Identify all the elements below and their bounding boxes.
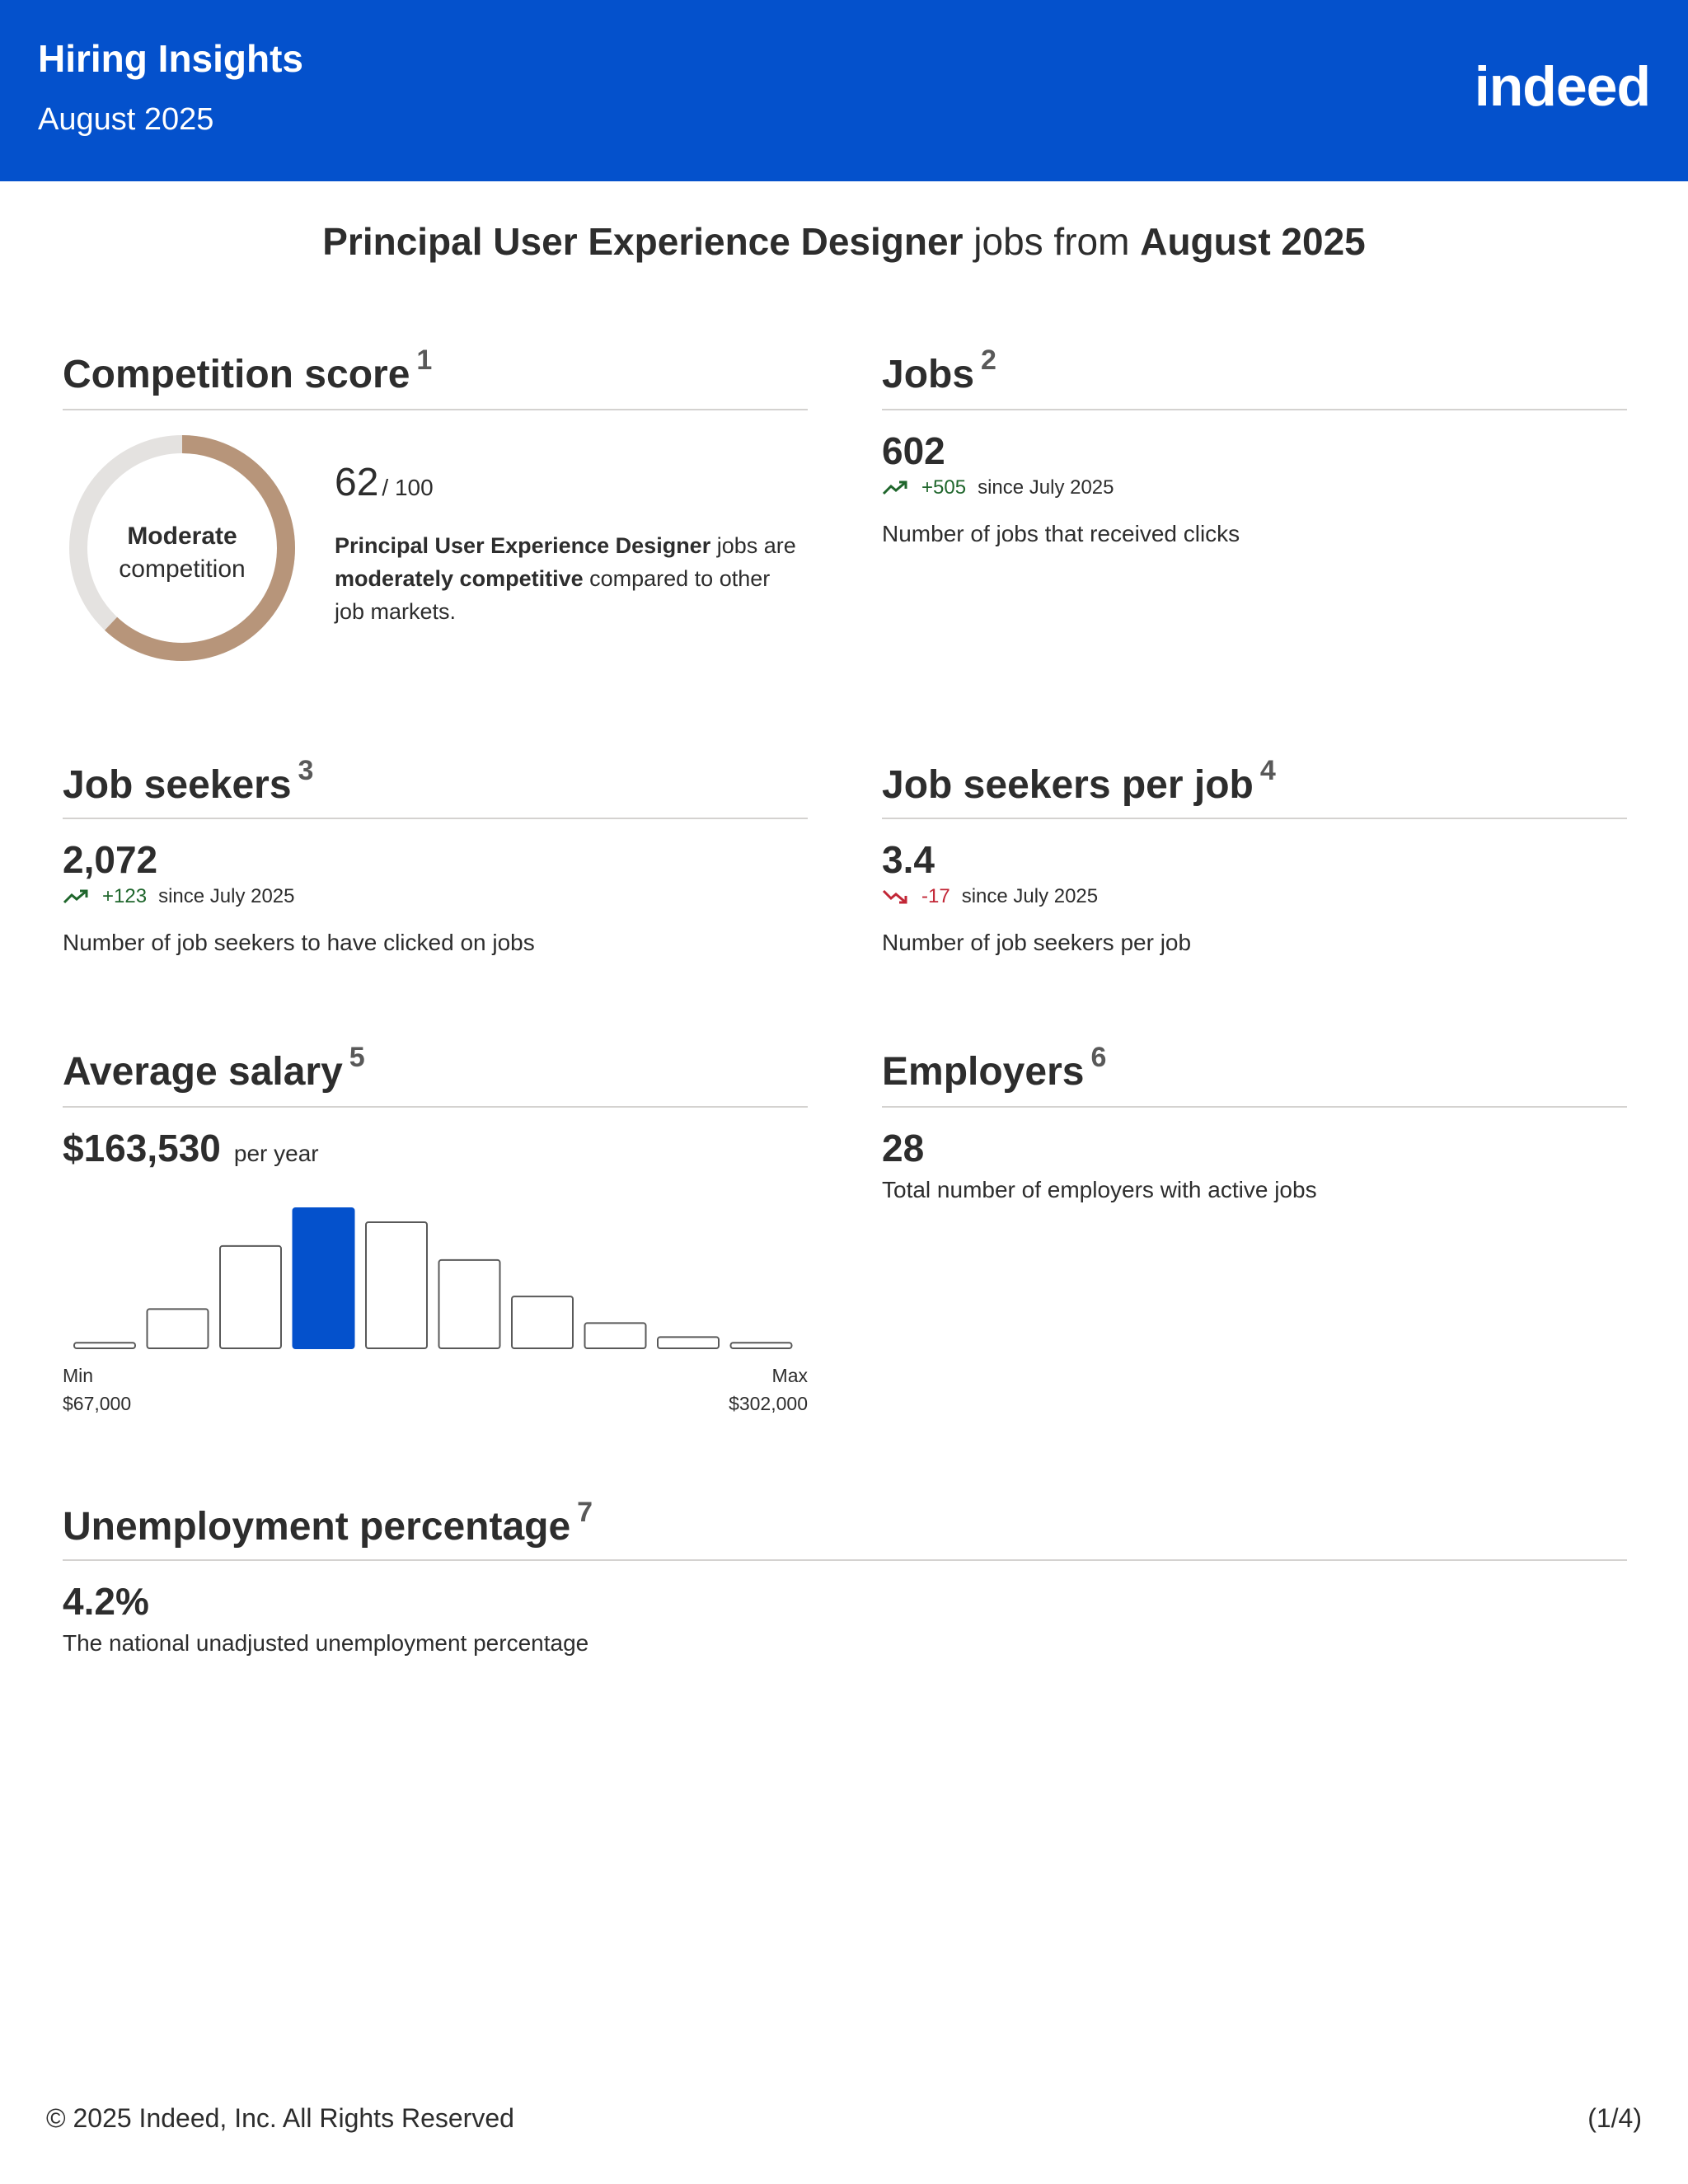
score-value: 62 <box>335 461 379 504</box>
competition-title <box>63 344 808 397</box>
unemployment-section <box>63 1497 1627 1678</box>
jobs-divider <box>882 409 1627 410</box>
job-seekers-since: since July 2025 <box>158 885 295 907</box>
footnote-2: 2 <box>981 344 996 376</box>
seekers-per-job-since: since July 2025 <box>961 885 1099 907</box>
competition-section <box>63 344 808 674</box>
salary-value: $163,530 <box>63 1127 221 1169</box>
salary-bar-8 <box>585 1323 646 1348</box>
seekers-per-job-value: 3.4 <box>882 838 935 881</box>
trend-up-icon <box>882 480 908 496</box>
unemployment-title-text: Unemployment percentage <box>63 1505 571 1549</box>
job-seekers-trend <box>63 885 295 908</box>
desc-text-3: job markets. <box>335 599 457 624</box>
footer-copyright: © 2025 Indeed, Inc. All Rights Reserved <box>46 2103 514 2133</box>
footnote-4: 4 <box>1259 755 1276 786</box>
seekers-per-job-section <box>882 755 1627 969</box>
salary-bar-2 <box>148 1309 209 1348</box>
jobs-since: since July 2025 <box>978 476 1114 499</box>
salary-unit: per year <box>233 1141 319 1166</box>
salary-min <box>63 1361 131 1418</box>
indeed-logo: indeed <box>1474 55 1650 118</box>
seekers-per-job-trend <box>882 885 1098 908</box>
seekers-per-job-title <box>882 755 1627 808</box>
jobs-title-text: Jobs <box>882 353 975 396</box>
seekers-per-job-description: Number of job seekers per job <box>882 930 1192 955</box>
footer-page-number: (1/4) <box>1587 2103 1642 2133</box>
salary-bar-3 <box>220 1246 281 1348</box>
salary-bar-9 <box>658 1337 719 1348</box>
salary-max-value: $302,000 <box>729 1393 808 1414</box>
jobs-value: 602 <box>882 429 945 472</box>
footnote-7: 7 <box>577 1497 593 1528</box>
employers-title-text: Employers <box>882 1050 1085 1094</box>
salary-title-text: Average salary <box>63 1050 343 1094</box>
header-banner <box>0 0 1688 181</box>
salary-bar-7 <box>512 1296 573 1348</box>
competition-ring <box>63 429 302 668</box>
jobs-trend <box>882 476 1114 499</box>
desc-job-title: Principal User Experience Designer <box>335 533 711 558</box>
employers-title <box>882 1042 1627 1094</box>
salary-min-value: $67,000 <box>63 1393 132 1414</box>
trend-down-icon <box>882 888 908 905</box>
ring-label-line2: competition <box>119 555 246 583</box>
salary-max <box>729 1361 808 1418</box>
jobs-change: +505 <box>921 476 967 499</box>
competition-description <box>335 529 796 628</box>
competition-divider <box>63 409 808 410</box>
salary-max-label: Max <box>771 1365 808 1386</box>
heading-period: August 2025 <box>1140 220 1366 263</box>
job-seekers-divider <box>63 818 808 819</box>
seekers-per-job-title-text: Job seekers per job <box>882 763 1254 807</box>
salary-bar-10 <box>731 1343 792 1348</box>
seekers-per-job-divider <box>882 818 1627 819</box>
trend-up-icon <box>63 888 89 905</box>
employers-description: Total number of employers with active jobs <box>882 1177 1317 1202</box>
salary-bar-1 <box>74 1343 135 1348</box>
desc-text-2: compared to other <box>583 566 771 591</box>
heading-middle: jobs from <box>963 220 1141 263</box>
unemployment-divider <box>63 1559 1627 1561</box>
heading-job-title: Principal User Experience Designer <box>322 220 964 263</box>
salary-section <box>63 1042 808 1429</box>
salary-divider <box>63 1106 808 1108</box>
ring-label-line1: Moderate <box>127 523 237 550</box>
employers-section <box>882 1042 1627 1223</box>
desc-competitiveness: moderately competitive <box>335 566 584 591</box>
footnote-1: 1 <box>416 344 433 376</box>
unemployment-value: 4.2% <box>63 1580 149 1623</box>
unemployment-description: The national unadjusted unemployment percentage <box>63 1630 589 1656</box>
salary-bar-5 <box>366 1222 427 1348</box>
score-max: / 100 <box>382 475 434 500</box>
jobs-title <box>882 344 1627 397</box>
footnote-5: 5 <box>349 1042 365 1073</box>
job-seekers-value: 2,072 <box>63 838 158 881</box>
page-heading <box>0 219 1688 264</box>
salary-min-label: Min <box>63 1365 94 1386</box>
footnote-3: 3 <box>298 755 314 786</box>
job-seekers-change: +123 <box>102 885 148 907</box>
seekers-per-job-change: -17 <box>921 885 950 907</box>
report-title: Hiring Insights <box>38 37 303 80</box>
employers-value: 28 <box>882 1127 925 1169</box>
salary-bar-4 <box>293 1208 354 1348</box>
footnote-6: 6 <box>1090 1042 1107 1073</box>
unemployment-title <box>63 1497 1627 1549</box>
salary-bar-6 <box>439 1260 500 1348</box>
salary-title <box>63 1042 808 1094</box>
job-seekers-section <box>63 755 808 969</box>
employers-divider <box>882 1106 1627 1108</box>
salary-amount <box>63 1126 319 1170</box>
report-period: August 2025 <box>38 102 214 137</box>
jobs-description: Number of jobs that received clicks <box>882 521 1240 546</box>
job-seekers-description: Number of job seekers to have clicked on jobs <box>63 930 535 955</box>
competition-title-text: Competition score <box>63 353 410 396</box>
jobs-section <box>882 344 1627 559</box>
job-seekers-title <box>63 755 808 808</box>
job-seekers-title-text: Job seekers <box>63 763 292 807</box>
competition-score <box>335 460 434 505</box>
desc-text-1: jobs are <box>710 533 796 558</box>
salary-histogram <box>63 1207 808 1355</box>
